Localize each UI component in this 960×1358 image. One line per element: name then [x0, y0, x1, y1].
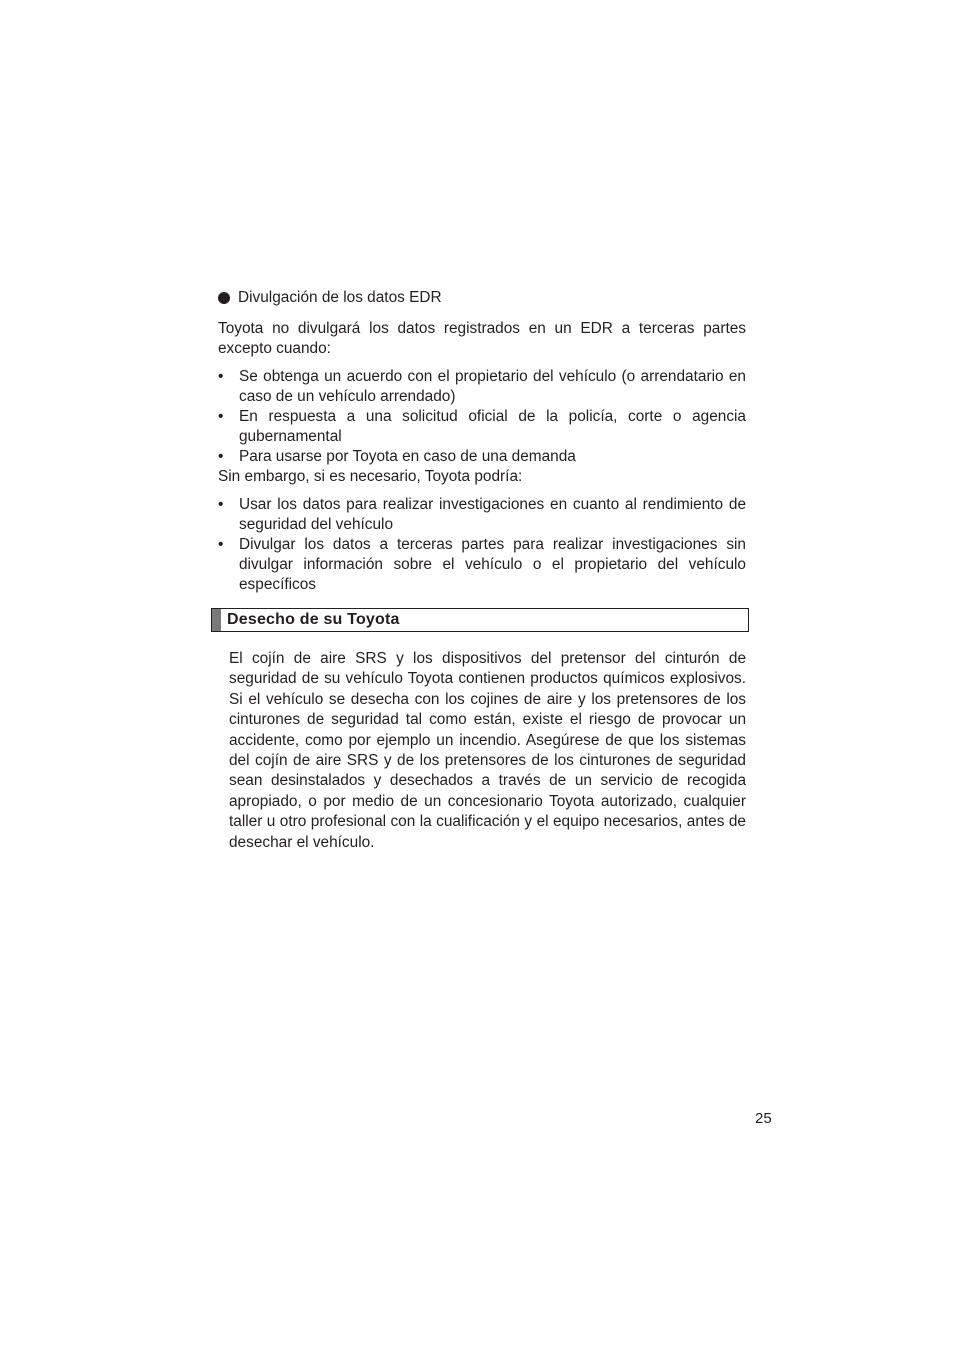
disposal-title: Desecho de su Toyota	[227, 611, 400, 628]
page-number: 25	[755, 1110, 772, 1127]
edr-conditions-list	[218, 367, 746, 467]
bullet-icon: •	[218, 536, 224, 553]
list-item-text: Usar los datos para realizar investigaciones en cuanto al rendimiento de seguridad del vehículo	[239, 496, 746, 533]
list-item	[218, 407, 746, 447]
list-item	[218, 447, 746, 467]
list-item-text: Divulgar los datos a terceras partes para realizar investigaciones sin divulgar información sobre el vehículo o el propietario del vehículo específicos	[239, 536, 746, 593]
edr-however: Sin embargo, si es necesario, Toyota podría:	[218, 468, 523, 485]
edr-intro: Toyota no divulgará los datos registrados en un EDR a terceras partes excepto cuando:	[218, 320, 746, 357]
edr-section	[218, 288, 746, 595]
circle-bullet-icon	[218, 292, 230, 304]
bullet-icon: •	[218, 496, 224, 513]
disposal-section	[229, 649, 746, 853]
list-item-text: En respuesta a una solicitud oficial de la policía, corte o agencia gubernamental	[239, 408, 746, 445]
edr-heading	[218, 288, 746, 308]
list-item	[218, 367, 746, 407]
edr-permissions-list	[218, 495, 746, 595]
list-item	[218, 535, 746, 595]
disposal-section-header	[211, 608, 749, 632]
list-item-text: Se obtenga un acuerdo con el propietario del vehículo (o arrendatario en caso de un vehículo arrendado)	[239, 368, 746, 405]
header-accent-bar	[212, 609, 221, 631]
list-item	[218, 495, 746, 535]
bullet-icon: •	[218, 368, 224, 385]
edr-heading-text: Divulgación de los datos EDR	[238, 289, 442, 306]
bullet-icon: •	[218, 408, 224, 425]
bullet-icon: •	[218, 448, 224, 465]
list-item-text: Para usarse por Toyota en caso de una demanda	[239, 448, 576, 465]
disposal-body: El cojín de aire SRS y los dispositivos del pretensor del cinturón de seguridad de su vehículo Toyota contienen productos químicos explosivos. Si el vehículo se desecha con los cojines de aire y los pretensores de los cinturones de seguridad tal como están, existe el riesgo de provocar un accidente, como por ejemplo un incendio. Asegúrese de que los sistemas del cojín de aire SRS y de los pretensores de los cinturones de seguridad sean desinstalados y desechados a través de un servicio de recogida apropiado, o por medio de un concesionario Toyota autorizado, cualquier taller u otro profesional con la cualificación y el equipo necesarios, antes de desechar el vehículo.	[229, 650, 746, 851]
